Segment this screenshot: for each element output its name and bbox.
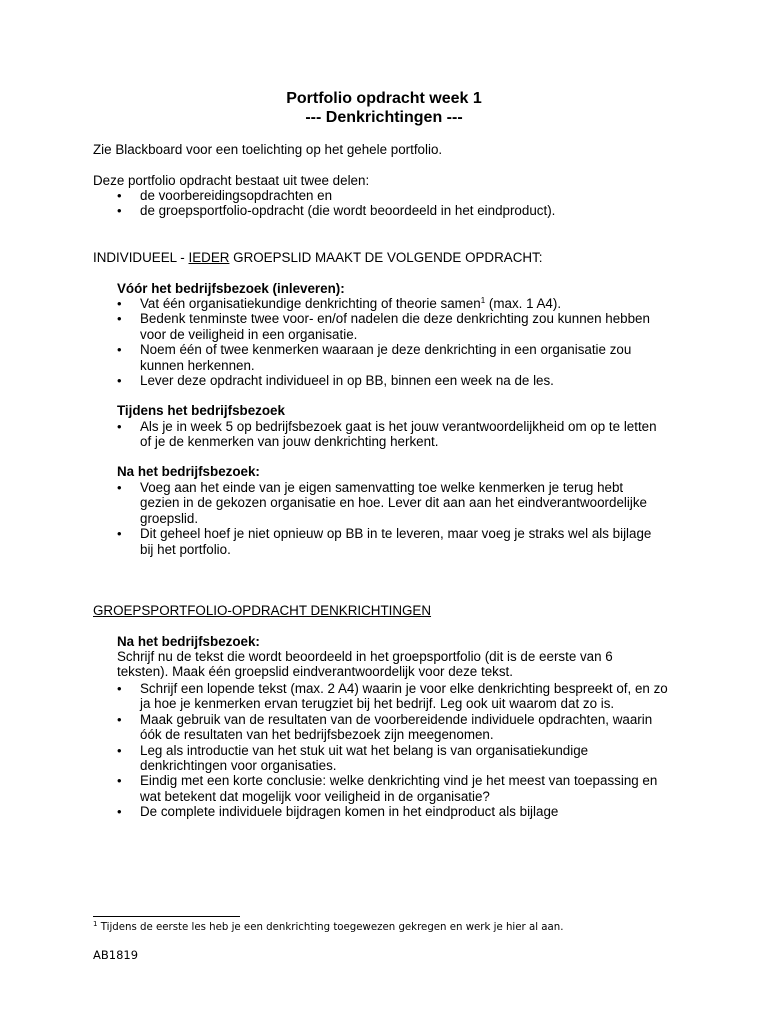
list-item: • Dit geheel hoef je niet opnieuw op BB in te leveren, maar voeg je straks wel als bijlage bij het portfolio.	[117, 526, 652, 557]
bullet-icon: •	[117, 296, 122, 311]
list-item: • Bedenk tenminste twee voor- en/of nadelen die deze denkrichting zou kunnen hebben voor de veiligheid in een organisatie.	[117, 311, 650, 342]
list-item: • Eindig met een korte conclusie: welke denkrichting vind je het meest van toepassing en wat betekent dat mogelijk voor veiligheid in de organisatie?	[117, 773, 658, 804]
bullet-icon: •	[117, 681, 122, 696]
during-visit-list	[117, 419, 657, 450]
parts-intro: Deze portfolio opdracht bestaat uit twee delen:	[93, 173, 370, 188]
after-visit-heading: Na het bedrijfsbezoek:	[117, 464, 260, 479]
bullet-icon: •	[117, 419, 122, 434]
document-title: Portfolio opdracht week 1	[286, 90, 482, 107]
list-item: • Maak gebruik van de resultaten van de voorbereidende individuele opdrachten, waarin óók de resultaten van het bedrijfsbezoek zijn meegenomen.	[117, 711, 653, 743]
group-after-visit-intro: Schrijf nu de tekst die wordt beoordeeld in het groepsportfolio (dit is de eerste van 6 teksten). Maak één groepslid eindverantwoordelijk voor deze tekst.	[117, 649, 613, 680]
individual-heading: INDIVIDUEEL - IEDER GROEPSLID MAAKT DE VOLGENDE OPDRACHT:	[93, 250, 543, 265]
individual-heading-emphasis: IEDER	[188, 250, 230, 265]
group-assignment-list	[117, 681, 677, 820]
bullet-icon: •	[117, 203, 122, 219]
bullet-icon: •	[117, 188, 122, 203]
list-item: • De complete individuele bijdragen komen in het eindproduct als bijlage	[117, 804, 559, 820]
list-item: • Leg als introductie van het stuk uit wat het belang is van organisatiekundige denkrichtingen voor organisaties.	[117, 742, 589, 774]
bullet-icon: •	[117, 711, 122, 727]
footnote-text: Tijdens de eerste les heb je een denkrichting toegewezen gekregen en werk je hier al aan.	[97, 922, 564, 933]
document-subtitle: --- Denkrichtingen ---	[305, 109, 463, 126]
list-item: • Noem één of twee kenmerken waaraan je deze denkrichting in een organisatie zou kunnen herkennen.	[117, 342, 632, 373]
before-visit-list	[117, 296, 657, 388]
before-visit-heading: Vóór het bedrijfsbezoek (inleveren):	[117, 281, 345, 296]
bullet-icon: •	[117, 342, 122, 358]
list-item: • Voeg aan het einde van je eigen samenvatting toe welke kenmerken je terug hebt gezien in de gekozen organisatie en hoe. Lever dit aan aan het eindverantwoordelijke groepslid.	[117, 480, 647, 526]
bullet-icon: •	[117, 526, 122, 542]
bullet-icon: •	[117, 373, 122, 389]
list-item: • Als je in week 5 op bedrijfsbezoek gaat is het jouw verantwoordelijkheid om op te letten of je de kenmerken van jouw denkrichting herkent.	[117, 419, 657, 450]
list-item: • Vat één organisatiekundige denkrichting of theorie samen$^1$ (max. 1 A4).	[117, 296, 562, 311]
bullet-icon: •	[117, 773, 122, 789]
bullet-icon: •	[117, 311, 122, 327]
parts-list	[117, 188, 677, 219]
footnote	[93, 921, 563, 934]
bullet-icon: •	[117, 804, 122, 820]
list-item: • Schrijf een lopende tekst (max. 2 A4) waarin je voor elke denkrichting bespreekt of, en zo ja hoe je kenmerken ervan terugziet bij het bedrijf. Leg ook uit waarom dat zo is.	[117, 681, 668, 712]
list-item: • de groepsportfolio-opdracht (die wordt beoordeeld in het eindproduct).	[117, 203, 556, 219]
footnote-mark: 1	[93, 920, 98, 928]
footnote-reference[interactable]: 1	[480, 296, 486, 305]
group-after-visit-heading: Na het bedrijfsbezoek:	[117, 634, 260, 649]
list-item: • Lever deze opdracht individueel in op BB, binnen een week na de les.	[117, 373, 554, 389]
group-assignment-heading: GROEPSPORTFOLIO-OPDRACHT DENKRICHTINGEN	[93, 603, 432, 618]
after-visit-list	[117, 480, 657, 557]
document-code: AB1819	[93, 948, 139, 962]
list-item: • de voorbereidingsopdrachten en	[117, 188, 333, 203]
intro-paragraph: Zie Blackboard voor een toelichting op het gehele portfolio.	[93, 142, 443, 157]
bullet-icon: •	[117, 480, 122, 495]
footnote-separator	[93, 916, 240, 917]
bullet-icon: •	[117, 742, 122, 758]
during-visit-heading: Tijdens het bedrijfsbezoek	[117, 403, 285, 418]
